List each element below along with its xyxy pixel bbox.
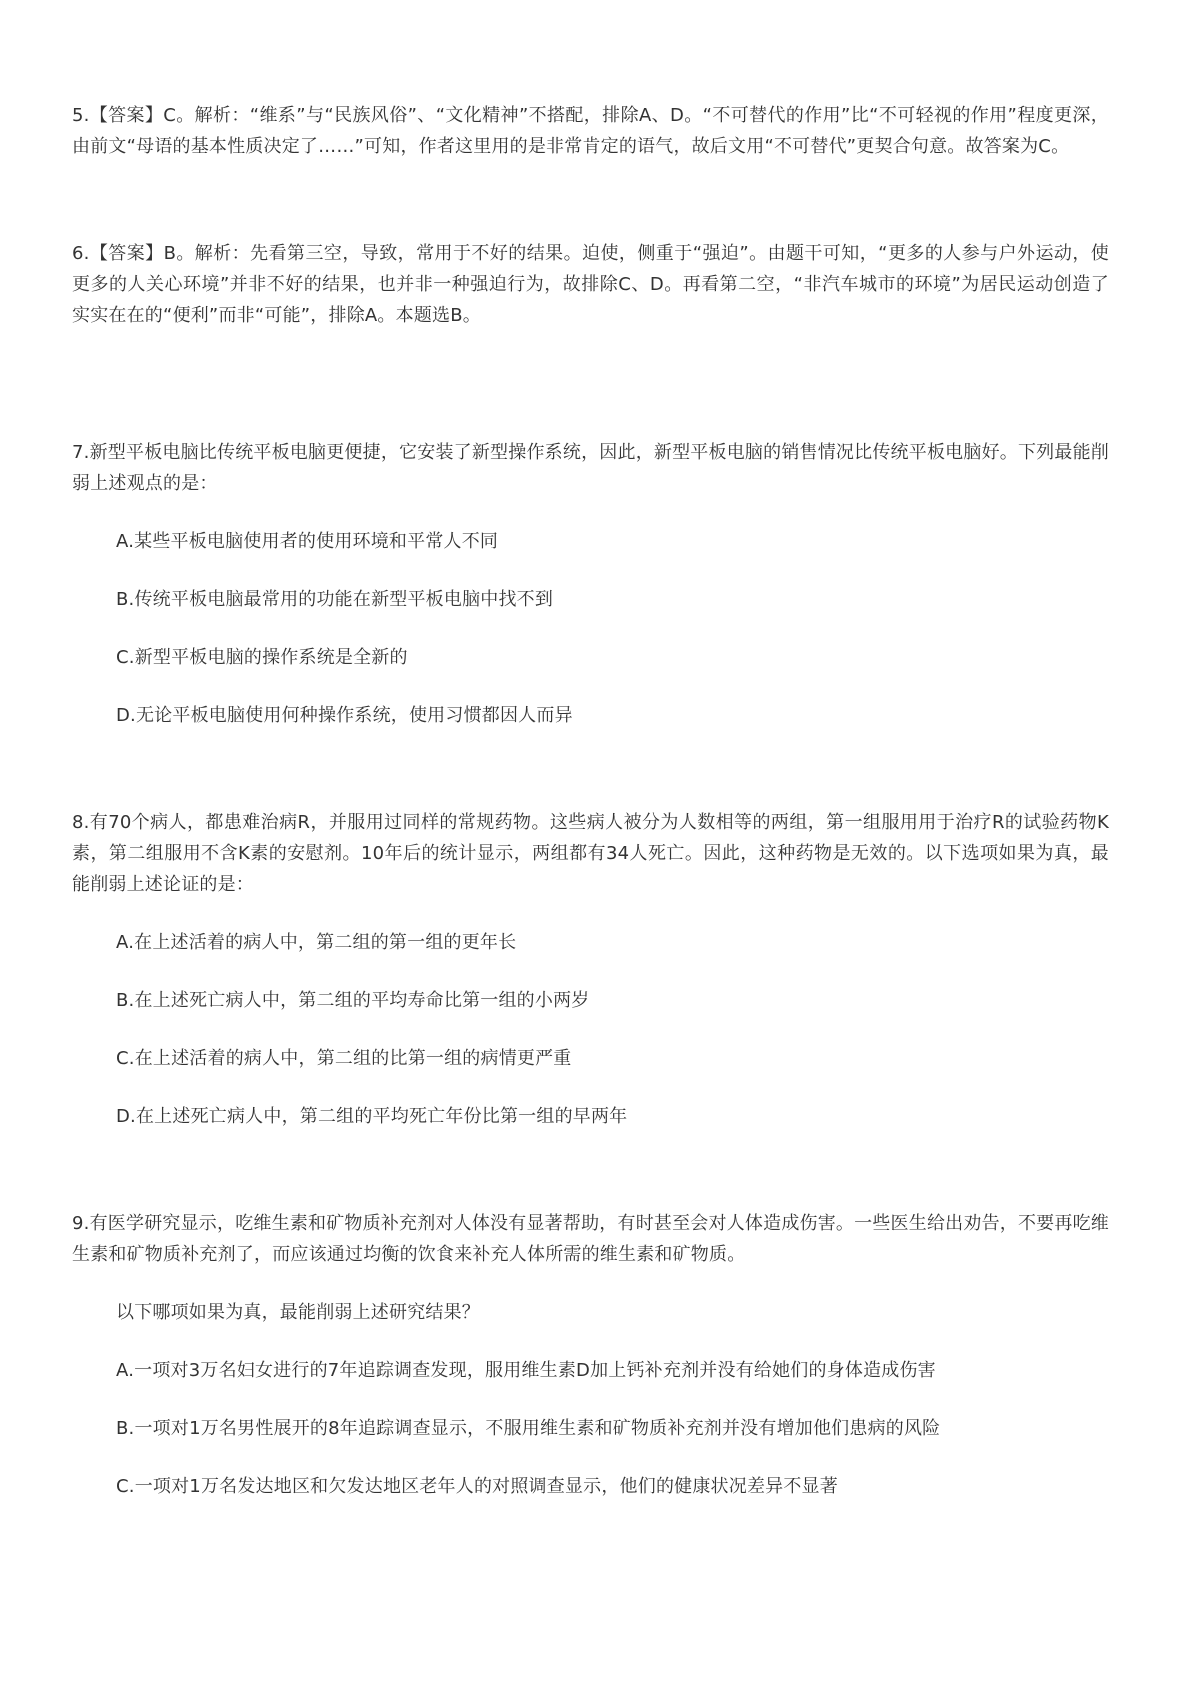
option-c: C.新型平板电脑的操作系统是全新的 [116,647,408,668]
option-a: A.一项对3万名妇女进行的7年追踪调查发现，服用维生素D加上钙补充剂并没有给她们的身体造成伤害 [116,1360,936,1381]
option-c: C.一项对1万名发达地区和欠发达地区老年人的对照调查显示，他们的健康状况差异不显著 [116,1476,838,1497]
option-c: C.在上述活着的病人中，第二组的比第一组的病情更严重 [116,1048,572,1069]
option-b: B.在上述死亡病人中，第二组的平均寿命比第一组的小两岁 [116,990,590,1011]
question-stem: 9.有医学研究显示，吃维生素和矿物质补充剂对人体没有显著帮助，有时甚至会对人体造成伤害。一些医生给出劝告，不要再吃维生素和矿物质补充剂了，而应该通过均衡的饮食来补充人体所需的维生素和矿物质。 [72,1213,1109,1265]
option-b: B.一项对1万名男性展开的8年追踪调查显示，不服用维生素和矿物质补充剂并没有增加他们患病的风险 [116,1418,941,1439]
question-7 [72,437,1109,731]
option-d: D.无论平板电脑使用何种操作系统，使用习惯都因人而异 [116,705,573,726]
question-stem: 7.新型平板电脑比传统平板电脑更便捷，它安装了新型操作系统，因此，新型平板电脑的销售情况比传统平板电脑好。下列最能削弱上述观点的是： [72,442,1109,494]
question-prompt: 以下哪项如果为真，最能削弱上述研究结果？ [116,1302,480,1323]
question-stem: 8.有70个病人，都患难治病R，并服用过同样的常规药物。这些病人被分为人数相等的两组，第一组服用用于治疗R的试验药物K素，第二组服用不含K素的安慰剂。10年后的统计显示，两组都有34人死亡。因此，这种药物是无效的。以下选项如果为真，最能削弱上述论证的是： [72,812,1109,895]
question-9 [72,1208,1109,1502]
answer-explanation-5: 5.【答案】C。解析：“维系”与“民族风俗”、“文化精神”不搭配，排除A、D。“不可替代的作用”比“不可轻视的作用”程度更深，由前文“母语的基本性质决定了……”可知，作者这里用的是非常肯定的语气，故后文用“不可替代”更契合句意。故答案为C。 [72,105,1109,157]
question-8 [72,807,1109,1132]
option-a: A.在上述活着的病人中，第二组的第一组的更年长 [116,932,517,953]
answer-explanation-6: 6.【答案】B。解析：先看第三空，导致，常用于不好的结果。迫使，侧重于“强迫”。由题干可知，“更多的人参与户外运动，使更多的人关心环境”并非不好的结果，也并非一种强迫行为，故排除C、D。再看第二空，“非汽车城市的环境”为居民运动创造了实实在在的“便利”而非“可能”，排除A。本题选B。 [72,243,1109,326]
option-a: A.某些平板电脑使用者的使用环境和平常人不同 [116,531,499,552]
option-d: D.在上述死亡病人中，第二组的平均死亡年份比第一组的早两年 [116,1106,628,1127]
option-b: B.传统平板电脑最常用的功能在新型平板电脑中找不到 [116,589,554,610]
